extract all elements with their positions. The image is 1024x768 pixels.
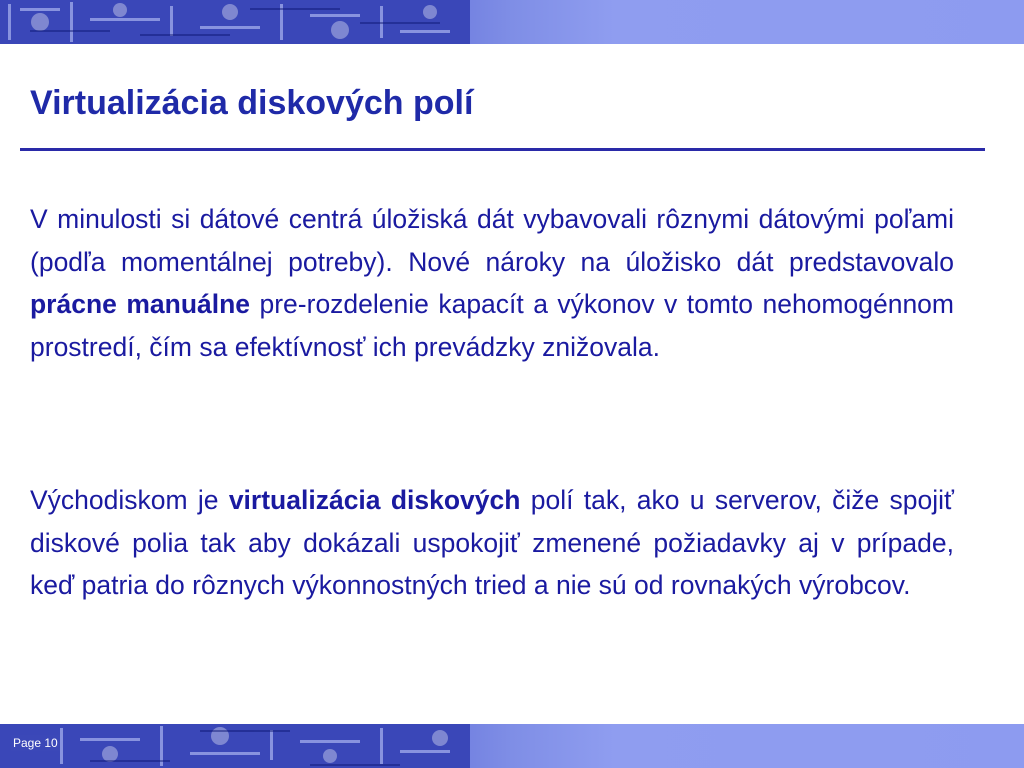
paragraph-1-emphasis: prácne manuálne xyxy=(30,289,251,319)
bottom-decorative-band xyxy=(0,724,1024,768)
paragraph-1 xyxy=(30,198,954,368)
paragraph-2 xyxy=(30,479,954,607)
circuit-pattern-bottom xyxy=(0,724,470,768)
paragraph-2-text-start: Východiskom je xyxy=(30,485,229,515)
paragraph-1-text-start: V minulosti si dátové centrá úložiská dát vybavovali rôznymi dátovými poľami (podľa momentálnej potreby). Nové nároky na úložisko dát predstavovalo xyxy=(30,204,954,277)
paragraph-2-text-end: polí tak, ako u serverov, čiže spojiť diskové polia tak aby dokázali uspokojiť zmenené požiadavky aj v prípade, keď patria do rôznych výkonnostných tried a nie sú od rovnakých výrobcov. xyxy=(30,485,954,600)
slide-title: Virtualizácia diskových polí xyxy=(30,84,474,122)
paragraph-1-text-end: pre-rozdelenie kapacít a výkonov v tomto nehomogénnom prostredí, čím sa efektívnosť ich prevádzky znižovala. xyxy=(30,289,954,362)
top-decorative-band xyxy=(0,0,1024,44)
circuit-pattern-top xyxy=(0,0,470,44)
title-divider xyxy=(20,148,985,151)
page-number: Page 10 xyxy=(13,736,58,750)
paragraph-2-emphasis: virtualizácia diskových xyxy=(228,485,521,515)
